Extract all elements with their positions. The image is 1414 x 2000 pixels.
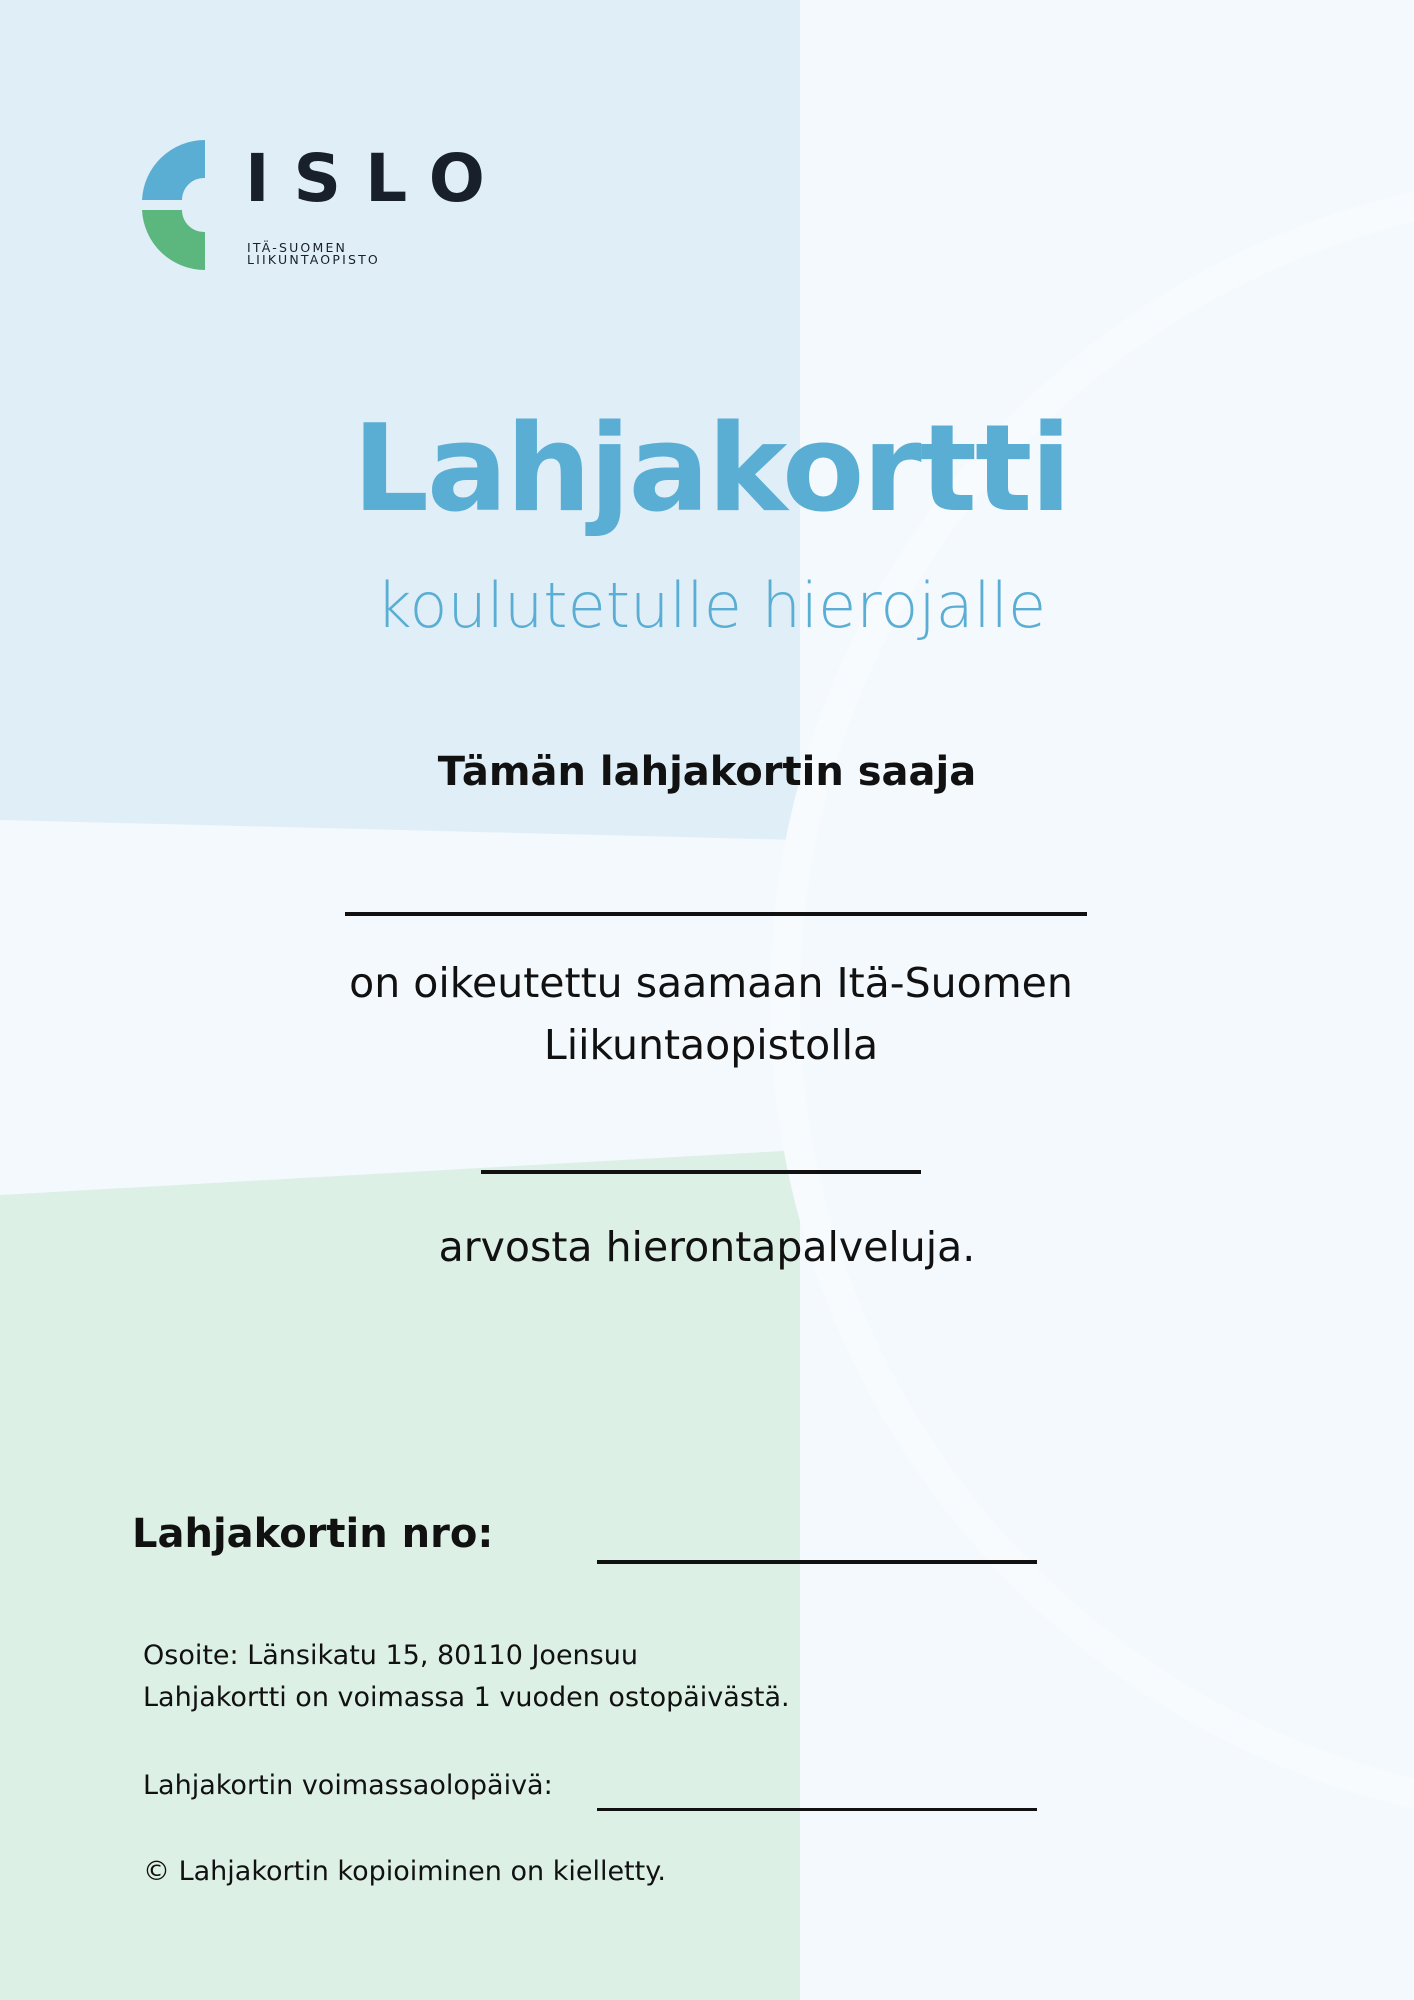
address-text: Osoite: Länsikatu 15, 80110 Joensuu [143,1640,638,1671]
entitlement-text [0,952,1414,1076]
entitlement-line-1: on oikeutettu saamaan Itä-Suomen [349,959,1073,1007]
card-number-line [597,1560,1037,1564]
recipient-label: Tämän lahjakortin saaja [437,749,977,795]
page-title: Lahjakortti [352,400,1070,539]
islo-logo-mark-icon [140,140,210,270]
islo-logo [140,140,509,275]
logo-subtitle: ITÄ-SUOMEN LIIKUNTAOPISTO [247,240,380,267]
entitlement-line-2: Liikuntaopistolla [543,1021,879,1069]
value-amount-line [481,1170,921,1174]
value-text: arvosta hierontapalveluja. [438,1223,976,1271]
recipient-name-line [345,912,1087,916]
expiry-label: Lahjakortin voimassaolopäivä: [143,1770,553,1801]
logo-wordmark: ISLO [245,140,509,217]
page-subtitle: koulutetulle hierojalle [375,569,1047,642]
card-number-label: Lahjakortin nro: [132,1511,494,1557]
expiry-date-line [597,1808,1037,1811]
validity-text: Lahjakortti on voimassa 1 vuoden ostopäivästä. [143,1682,790,1713]
copyright-text: © Lahjakortin kopioiminen on kielletty. [143,1856,666,1887]
